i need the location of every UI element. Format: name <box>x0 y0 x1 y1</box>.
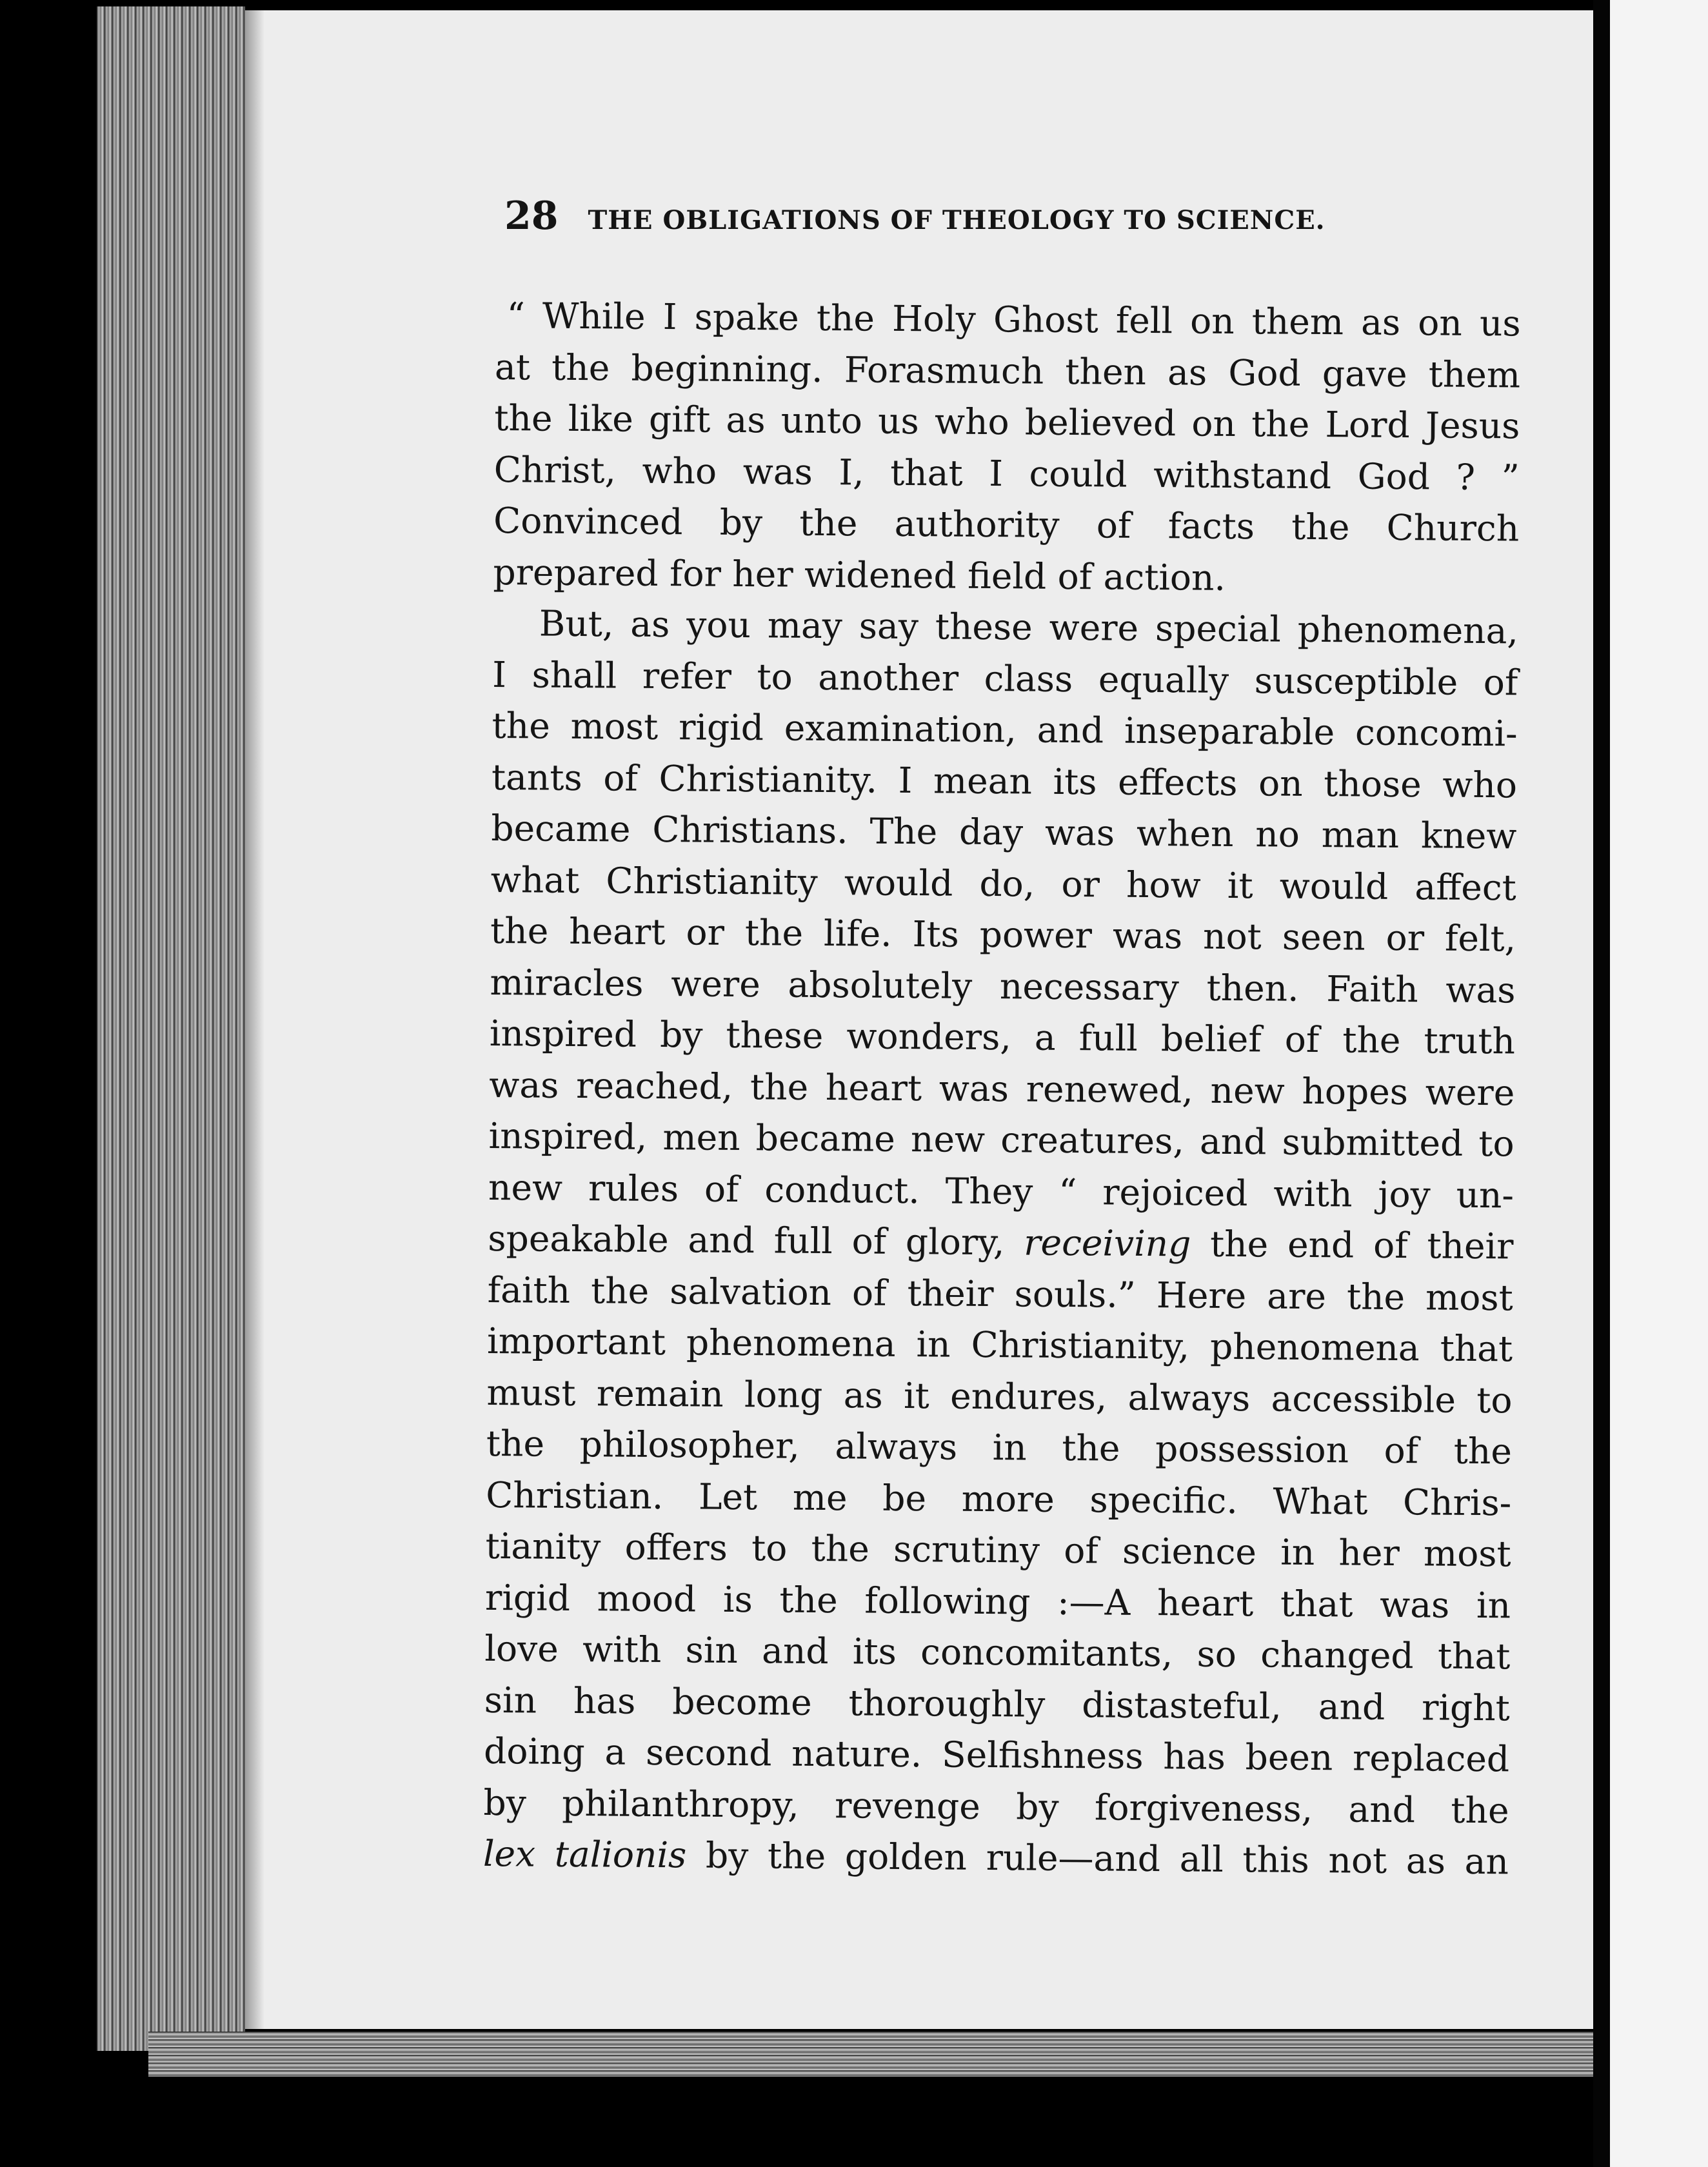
text-line: the heart or the life. Its power was not seen or felt, <box>490 909 1516 960</box>
text-line: Convinced by the authority of facts the Church <box>493 499 1520 549</box>
page-stack-bottom-edge <box>148 2032 1600 2077</box>
text-line: But, as you may say these were special phenomena, <box>539 602 1519 652</box>
text-line: miracles were absolutely necessary then. Faith was <box>490 961 1516 1011</box>
body-text <box>483 290 1521 1888</box>
page-header <box>504 193 1440 245</box>
text-line: tianity offers to the scrutiny of science in her most <box>485 1525 1511 1575</box>
text-line: prepared for her widened field of action. <box>493 551 1226 599</box>
text-line: Christ, who was I, that I could withstand God ? ” <box>493 448 1520 498</box>
page-gutter-shadow <box>245 10 264 2029</box>
text-run: speakable and full of glory, <box>488 1217 1024 1263</box>
text-line: “ While I spake the Holy Ghost fell on them as on us <box>506 295 1521 344</box>
text-line: important phenomena in Christianity, phenomena that <box>486 1320 1513 1370</box>
text-line: Christian. Let me be more specific. What Chris- <box>486 1474 1512 1523</box>
text-line: the philosopher, always in the possession of the <box>486 1422 1513 1472</box>
text-line: the most rigid examination, and inseparable concomi- <box>492 704 1518 755</box>
page-stack-edge <box>97 6 245 2051</box>
text-line: was reached, the heart was renewed, new hopes were <box>489 1064 1515 1113</box>
text-line-mixed <box>488 1213 1514 1272</box>
running-title: THE OBLIGATIONS OF THEOLOGY TO SCIENCE. <box>588 205 1326 235</box>
text-line-mixed <box>483 1828 1509 1888</box>
text-line: inspired by these wonders, a full belief of the truth <box>489 1012 1516 1062</box>
italic-run: lex talionis <box>482 1832 687 1876</box>
text-line: at the beginning. Forasmuch then as God gave them <box>494 346 1521 395</box>
text-line: sin has become thoroughly distasteful, and right <box>484 1679 1511 1728</box>
page-number: 28 <box>504 193 559 239</box>
text-line: must remain long as it endures, always accessible to <box>486 1371 1513 1421</box>
text-run: by the golden rule—and all this not as an <box>686 1834 1509 1883</box>
text-line: by philanthropy, revenge by forgiveness, and the <box>483 1781 1509 1831</box>
text-line: became Christians. The day was when no man knew <box>491 807 1517 857</box>
text-run: the end of their <box>1191 1223 1514 1267</box>
text-line: inspired, men became new creatures, and submitted to <box>488 1114 1514 1165</box>
facing-page-sliver <box>1610 0 1708 2167</box>
text-line: tants of Christianity. I mean its effects on those who <box>491 756 1518 806</box>
text-line: what Christianity would do, or how it would affect <box>490 858 1517 908</box>
text-line: doing a second nature. Selfishness has been replaced <box>483 1730 1510 1780</box>
text-line: love with sin and its concomitants, so changed that <box>484 1627 1511 1677</box>
text-line: I shall refer to another class equally susceptible of <box>492 653 1518 703</box>
text-line: the like gift as unto us who believed on the Lord Jesus <box>494 397 1520 447</box>
text-line: faith the salvation of their souls.” Here are the most <box>487 1269 1514 1318</box>
book-gutter <box>1593 0 1610 2167</box>
text-line: rigid mood is the following :—A heart that was in <box>484 1576 1511 1626</box>
text-line: new rules of conduct. They “ rejoiced with joy un- <box>488 1166 1514 1216</box>
italic-run: receiving <box>1024 1222 1191 1265</box>
